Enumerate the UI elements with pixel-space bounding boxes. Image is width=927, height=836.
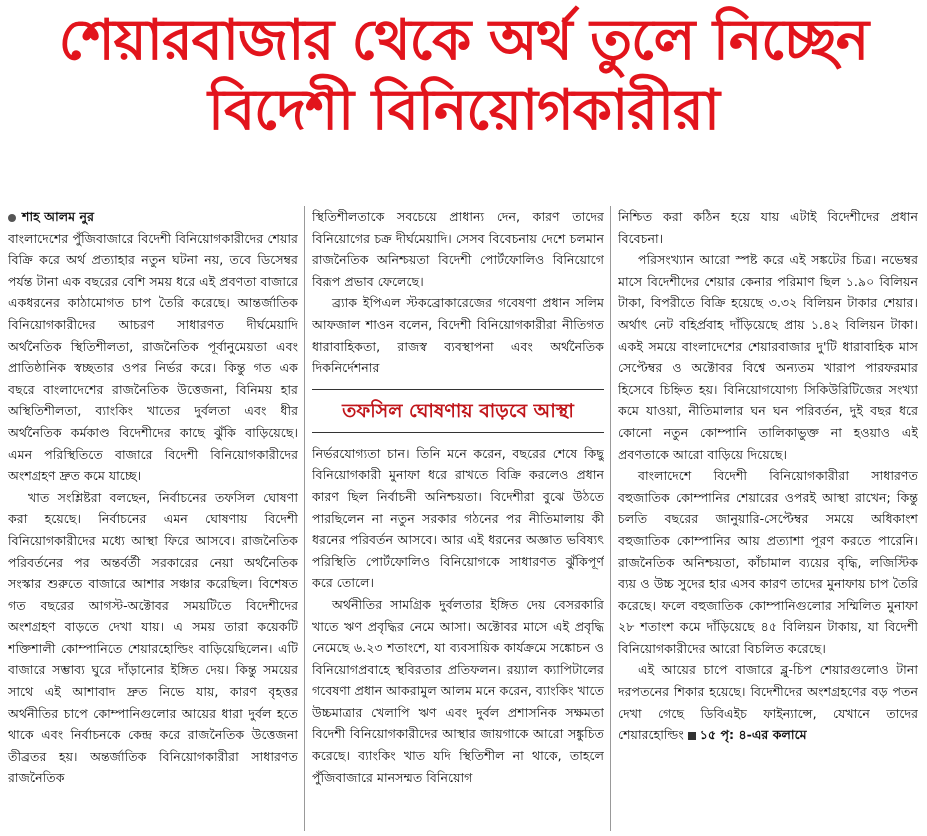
headline-line-2: বিদেশী বিনিয়োগকারীরা bbox=[207, 78, 720, 143]
continuation-label: ১৫ পৃ: ৪-এর কলামে bbox=[699, 727, 807, 743]
paragraph-text: এই আয়ের চাপে বাজারে ব্লু-চিপ শেয়ারগুলোও টানা দরপতনের শিকার হয়েছে। বিদেশীদের অংশগ্রহণের বড় পতন দেখা গেছে ডিবিএইচ ফাইন্যান্সে, যেখানে তাদের শেয়ারহোল্ডিং bbox=[618, 662, 918, 743]
headline bbox=[0, 6, 927, 146]
author-name: শাহ আলম নুর bbox=[22, 209, 94, 224]
column-divider bbox=[304, 206, 305, 831]
article-column-1 bbox=[8, 206, 298, 831]
column-divider bbox=[610, 206, 611, 831]
paragraph bbox=[618, 659, 918, 745]
paragraph: বাংলাদেশে বিদেশী বিনিয়োগকারীরা সাধারণত বহুজাতিক কোম্পানির শেয়ারের ওপরই আস্থা রাখেন; কিন্তু চলতি বছরের জানুয়ারি-সেপ্টেম্বর সময়ে অধিকাংশ বহুজাতিক কোম্পানির আয় প্রত্যাশা পূরণ করতে পারেনি। রাজনৈতিক অনিশ্চয়তা, কাঁচামাল ব্যয়ের বৃদ্ধি, লজিস্টিক ব্যয় ও উচ্চ সুদের হার এসব কারণ তাদের মুনাফায় চাপ তৈরি করেছে। ফলে বহুজাতিক কোম্পানিগুলোর সম্মিলিত মুনাফা ২৮ শতাংশ কমে দাঁড়িয়েছে ৪৫ বিলিয়ন টাকায়, যা বিদেশী বিনিয়োগকারীদের আরো বিচলিত করেছে। bbox=[618, 468, 918, 656]
paragraph: নিশ্চিত করা কঠিন হয়ে যায় এটাই বিদেশীদের প্রধান বিবেচনা। bbox=[618, 209, 918, 246]
paragraph: স্থিতিশীলতাকে সবচেয়ে প্রাধান্য দেন, কারণ তাদের বিনিয়োগের চক্র দীর্ঘমেয়াদি। সেসব বিবেচনায় দেশে চলমান রাজনৈতিক অনিশ্চয়তা বিদেশী পোর্টফোলিও বিনিয়োগে বিরূপ প্রভাব ফেলেছে। bbox=[312, 209, 604, 289]
article-column-3 bbox=[618, 206, 918, 831]
paragraph: বাংলাদেশের পুঁজিবাজারে বিদেশী বিনিয়োগকারীদের শেয়ার বিক্রি করে অর্থ প্রত্যাহার নতুন ঘটনা নয়, তবে ডিসেম্বর পর্যন্ত টানা এক বছরের বেশি সময় ধরে এই প্রবণতা বাজারে একধরনের কাঠামোগত চাপ তৈরি করেছে। আন্তর্জাতিক বিনিয়োগকারীদের আচরণ সাধারণত দীর্ঘমেয়াদি অর্থনৈতিক স্থিতিশীলতা, রাজনৈতিক পূর্বানুমেয়তা এবং প্রাতিষ্ঠানিক স্বচ্ছতার ওপর নির্ভর করে। কিন্তু গত এক বছরে বাংলাদেশের রাজনৈতিক উত্তেজনা, বিনিময় হার অস্থিতিশীলতা, ব্যাংকিং খাতের দুর্বলতা এবং ধীর অর্থনৈতিক কর্মকাণ্ড বিদেশীদের কাছে ঝুঁকি বাড়িয়েছে। এমন পরিস্থিতিতে বাজারে বিদেশী বিনিয়োগকারীদের অংশগ্রহণ দ্রুত কমে যাচ্ছে। bbox=[8, 230, 298, 484]
subheading: তফসিল ঘোষণায় বাড়বে আস্থা bbox=[312, 389, 604, 433]
paragraph: ব্র্যাক ইপিএল স্টকব্রোকারেজের গবেষণা প্রধান সলিম আফজাল শাওন বলেন, বিদেশী বিনিয়োগকারীরা নীতিগত ধারাবাহিকতা, রাজস্ব ব্যবস্থাপনা এবং অর্থনৈতিক দিকনির্দেশনার bbox=[312, 295, 604, 376]
bullet-icon bbox=[8, 214, 16, 222]
headline-line-1: শেয়ারবাজার থেকে অর্থ তুলে নিচ্ছেন bbox=[58, 8, 869, 73]
paragraph: নির্ভরযোগ্যতা চান। তিনি মনে করেন, বছরের শেষে কিছু বিনিয়োগকারী মুনাফা ধরে রাখতে বিক্রি করলেও প্রধান কারণ ছিল নির্বাচনী অনিশ্চয়তা। বিদেশীরা বুঝে উঠতে পারছিলেন না নতুন সরকার গঠনের পর নীতিমালায় কী ধরনের পরিবর্তন আসবে। আর এই ধরনের অজ্ঞাত ভবিষ্যৎ পরিস্থিতি পোর্টফোলিও বিনিয়োগকে সাধারণত ঝুঁকিপূর্ণ করে তোলে। bbox=[312, 445, 604, 591]
square-bullet-icon bbox=[688, 732, 696, 740]
paragraph: পরিসংখ্যান আরো স্পষ্ট করে এই সঙ্কটের চিত্র। নভেম্বর মাসে বিদেশীদের শেয়ার কেনার পরিমাণ ছিল ১.৯০ বিলিয়ন টাকা, বিপরীতে বিক্রি হয়েছে ৩.৩২ বিলিয়ন টাকার শেয়ার। অর্থাৎ নেট বহির্প্রবাহ দাঁড়িয়েছে প্রায় ১.৪২ বিলিয়ন টাকা। একই সময়ে বাংলাদেশের শেয়ারবাজার দু'টি ধারাবাহিক মাস সেপ্টেম্বর ও অক্টোবর বিশ্বে অন্যতম খারাপ পারফরমার হিসেবে চিহ্নিত হয়। বিনিয়োগযোগ্য সিকিউরিটিজের সংখ্যা কমে যাওয়া, নীতিমালার ঘন ঘন পরিবর্তন, দুই বছর ধরে কোনো নতুন কোম্পানি তালিকাভুক্ত না হওয়াও এই প্রবণতাকে আরো বাড়িয়ে দিয়েছে। bbox=[618, 252, 918, 462]
article-column-2 bbox=[312, 206, 604, 831]
paragraph: খাত সংশ্লিষ্টরা বলছেন, নির্বাচনের তফসিল ঘোষণা করা হয়েছে। নির্বাচনের এমন ঘোষণায় বিদেশী বিনিয়োগকারীদের মধ্যে আস্থা ফিরে আসবে। রাজনৈতিক পরিবর্তনের পর অন্তর্বর্তী সরকারের নেয়া অর্থনৈতিক সংস্কার শুরুতে বাজারে আশার সঞ্চার করেছিল। বিশেষত গত বছরের আগস্ট-অক্টোবর সময়টিতে বিদেশীদের অংশগ্রহণ বাড়তে দেখা যায়। এ সময় তারা কয়েকটি শক্তিশালী কোম্পানিতে শেয়ারহোল্ডিং বাড়িয়েছিলেন। এটি বাজারে সম্ভাব্য ঘুরে দাঁড়ানোর ইঙ্গিত দেয়। কিন্তু সময়ের সাথে এই আশাবাদ দ্রুত নিভে যায়, কারণ বৃহত্তর অর্থনীতির চাপে কোম্পানিগুলোর আয়ের ধারা দুর্বল হতে থাকে এবং নির্বাচনকে কেন্দ্র করে রাজনৈতিক উত্তেজনা তীব্রতর হয়। অন্তর্জাতিক বিনিয়োগকারীরা সাধারণত রাজনৈতিক bbox=[8, 489, 298, 786]
byline bbox=[8, 206, 298, 228]
continuation-jump[interactable] bbox=[684, 727, 807, 742]
paragraph: অর্থনীতির সামগ্রিক দুর্বলতার ইঙ্গিত দেয় বেসরকারি খাতে ঋণ প্রবৃদ্ধির নেমে আসা। অক্টোবর মাসে এই প্রবৃদ্ধি নেমেছে ৬.২৩ শতাংশে, যা ব্যবসায়িক কার্যক্রমে সঙ্কোচন ও বিনিয়োগপ্রবাহে স্থবিরতার প্রতিফলন। রয়্যাল ক্যাপিটালের গবেষণা প্রধান আকরামুল আলম মনে করেন, ব্যাংকিং খাতে উচ্চমাত্রার খেলাপি ঋণ এবং দুর্বল প্রশাসনিক সক্ষমতা বিদেশী বিনিয়োগকারীদের আস্থার জায়গাকে আরো সঙ্কুচিত করেছে। ব্যাংকিং খাত যদি স্থিতিশীল না থাকে, তাহলে পুঁজিবাজারে মানসম্মত বিনিয়োগ bbox=[312, 596, 604, 785]
